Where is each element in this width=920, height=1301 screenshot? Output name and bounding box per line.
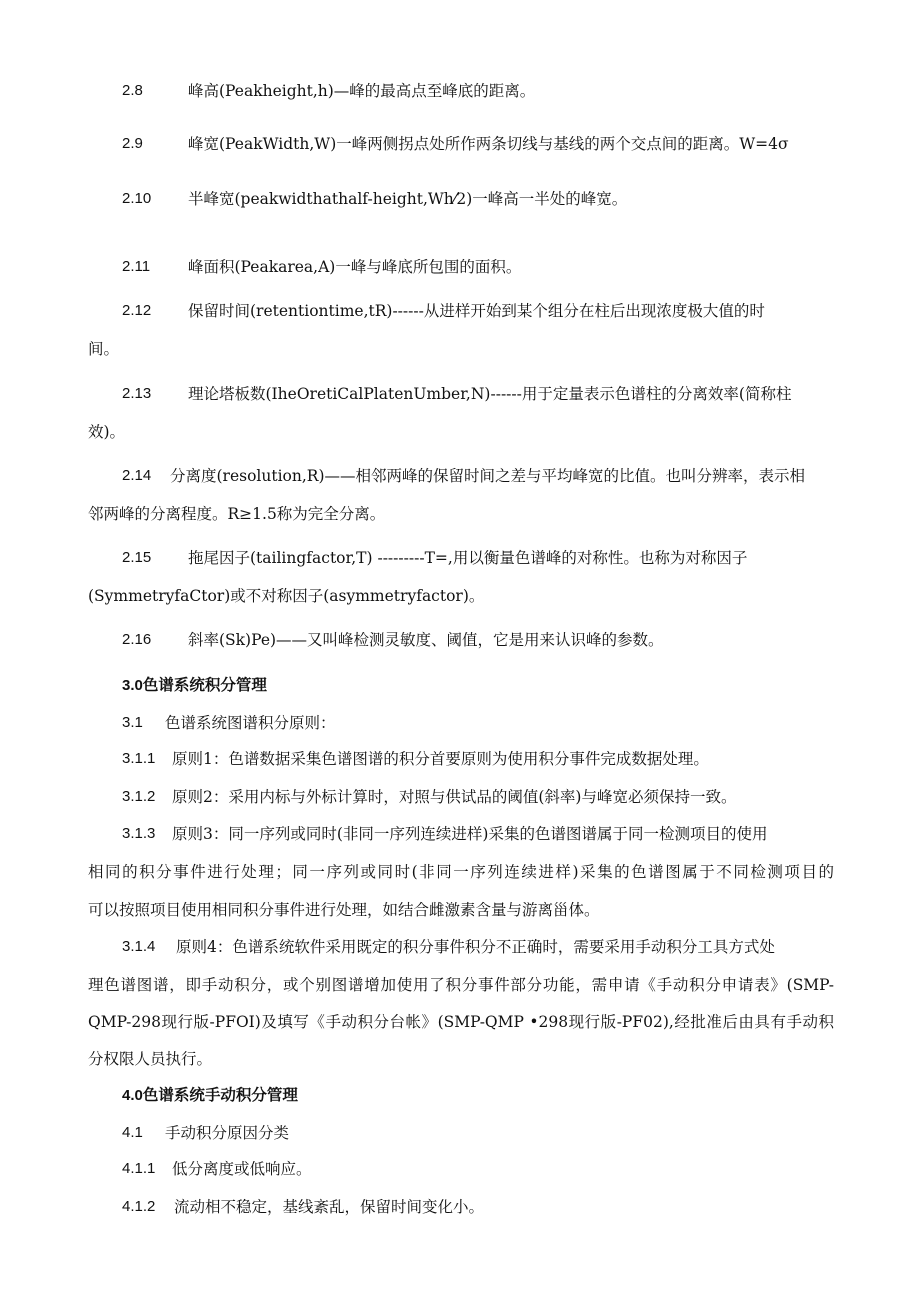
item-3-1-3-line3 <box>0 896 920 924</box>
item-2-13-continuation <box>0 418 920 446</box>
item-3-1-1 <box>0 745 920 773</box>
section-number: 3.0 <box>122 677 143 694</box>
item-2-11 <box>0 253 920 281</box>
item-text: 峰面积(Peakarea,A)一峰与峰底所包围的面积。 <box>188 258 522 276</box>
item-number: 3.1.2 <box>122 788 156 805</box>
item-4-1-2 <box>0 1193 920 1221</box>
item-number: 4.1.2 <box>122 1198 156 1215</box>
item-text: 峰宽(PeakWidth,W)一峰两侧拐点处所作两条切线与基线的两个交点间的距离。W=4σ <box>188 135 789 153</box>
item-text: 原则3：同一序列或同时(非同一序列连续进样)采集的色谱图谱属于同一检测项目的使用 <box>172 825 768 843</box>
item-number: 2.15 <box>122 549 152 566</box>
item-3-1-2 <box>0 783 920 811</box>
item-3-1-4-line2 <box>0 971 920 999</box>
item-3-1 <box>0 709 920 737</box>
item-text-continued: 相同的积分事件进行处理；同一序列或同时(非同一序列连续进样)采集的色谱图属于不同检测项目的 <box>88 863 834 881</box>
item-2-12-continuation <box>0 335 920 363</box>
item-4-1-1 <box>0 1155 920 1183</box>
item-text-continued: 间。 <box>88 340 120 358</box>
item-number: 3.1.3 <box>122 825 156 842</box>
item-number: 2.11 <box>122 258 151 275</box>
item-text-continued: QMP-298现行版-PFOI)及填写《手动积分台帐》(SMP-QMP •298现行版-PF02),经批准后由具有手动积 <box>88 1013 834 1031</box>
section-3-heading <box>0 671 920 699</box>
item-number: 2.9 <box>122 135 143 152</box>
item-text: 拖尾因子(tailingfactor,T) ---------T=,用以衡量色谱峰的对称性。也称为对称因子 <box>188 549 748 567</box>
item-2-14 <box>0 462 920 490</box>
item-2-9 <box>0 130 920 158</box>
section-title: 色谱系统手动积分管理 <box>142 1085 298 1104</box>
item-text: 色谱系统图谱积分原则： <box>165 714 336 732</box>
item-3-1-4-line4 <box>0 1045 920 1073</box>
item-number: 3.1 <box>122 714 143 731</box>
item-text: 低分离度或低响应。 <box>172 1160 312 1178</box>
item-text-continued: (SymmetryfaCtor)或不对称因子(asymmetryfactor)。 <box>88 587 485 605</box>
item-text-continued: 效)。 <box>88 423 126 441</box>
item-number: 4.1.1 <box>122 1160 156 1177</box>
item-number: 3.1.4 <box>122 938 156 955</box>
item-3-1-3-line2 <box>0 858 920 886</box>
item-2-8 <box>0 77 920 105</box>
item-number: 2.16 <box>122 631 152 648</box>
section-number: 4.0 <box>122 1087 143 1104</box>
item-3-1-4-line3 <box>0 1008 920 1036</box>
item-4-1 <box>0 1119 920 1147</box>
item-2-15-continuation <box>0 582 920 610</box>
item-text: 原则4：色谱系统软件采用既定的积分事件积分不正确时，需要采用手动积分工具方式处 <box>176 938 775 956</box>
item-2-16 <box>0 626 920 654</box>
item-number: 2.10 <box>122 190 152 207</box>
item-number: 4.1 <box>122 1124 143 1141</box>
item-2-13 <box>0 380 920 408</box>
item-number: 3.1.1 <box>122 750 156 767</box>
item-text: 理论塔板数(IheOretiCalPlatenUmber,N)------用于定量表示色谱柱的分离效率(简称柱 <box>188 385 792 403</box>
item-number: 2.13 <box>122 385 152 402</box>
item-text: 半峰宽(peakwidthathalf-height,Wh⁄2)一峰高一半处的峰宽。 <box>188 190 628 208</box>
item-text-continued: 分权限人员执行。 <box>88 1050 213 1068</box>
item-text: 保留时间(retentiontime,tR)------从进样开始到某个组分在柱后出现浓度极大值的时 <box>188 302 765 320</box>
section-title: 色谱系统积分管理 <box>142 675 267 694</box>
item-text: 斜率(Sk)Pe)——又叫峰检测灵敏度、阈值，它是用来认识峰的参数。 <box>188 631 664 649</box>
item-2-15 <box>0 544 920 572</box>
item-3-1-4 <box>0 933 920 961</box>
item-3-1-3 <box>0 820 920 848</box>
item-2-14-continuation <box>0 500 920 528</box>
item-number: 2.14 <box>122 467 152 484</box>
item-text-continued: 理色谱图谱，即手动积分，或个别图谱增加使用了积分事件部分功能，需申请《手动积分申请表》(SMP- <box>88 976 834 994</box>
item-text: 峰高(Peakheight,h)—峰的最高点至峰底的距离。 <box>188 82 536 100</box>
item-text-continued: 可以按照项目使用相同积分事件进行处理，如结合雌激素含量与游离甾体。 <box>88 901 600 919</box>
item-text: 原则2：采用内标与外标计算时，对照与供试品的阈值(斜率)与峰宽必须保持一致。 <box>172 788 737 806</box>
item-text-continued: 邻两峰的分离程度。R≥1.5称为完全分离。 <box>88 505 386 523</box>
item-2-12 <box>0 297 920 325</box>
item-number: 2.12 <box>122 302 152 319</box>
section-4-heading <box>0 1081 920 1109</box>
item-text: 分离度(resolution,R)——相邻两峰的保留时间之差与平均峰宽的比值。也叫分辨率，表示相 <box>170 467 806 485</box>
item-text: 原则1：色谱数据采集色谱图谱的积分首要原则为使用积分事件完成数据处理。 <box>172 750 709 768</box>
item-number: 2.8 <box>122 82 143 99</box>
item-text: 流动相不稳定，基线紊乱，保留时间变化小。 <box>174 1198 485 1216</box>
item-2-10 <box>0 185 920 213</box>
item-text: 手动积分原因分类 <box>165 1124 290 1142</box>
